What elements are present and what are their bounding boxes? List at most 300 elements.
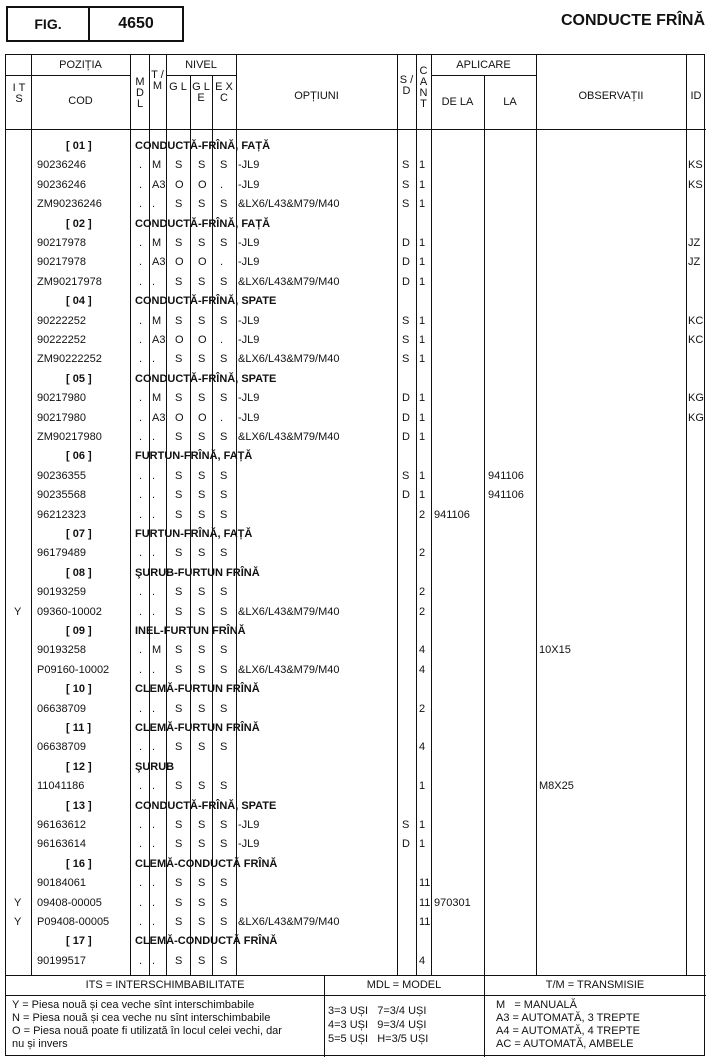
legend-tm-line: A4 = AUTOMATĂ, 4 TREPTE	[496, 1025, 640, 1037]
cod-cell: 90222252	[37, 334, 86, 346]
tm-cell: A3	[152, 178, 166, 191]
group-name: CONDUCTĂ-FRÎNĂ, FAȚĂ	[135, 140, 271, 152]
tm-cell: .	[152, 702, 156, 715]
group-header-row	[6, 718, 706, 737]
exc-cell: .	[220, 411, 224, 424]
gl-cell: S	[175, 469, 183, 482]
optiuni-cell: -JL9	[238, 178, 260, 191]
tm-cell: .	[152, 838, 156, 851]
table-row	[6, 233, 706, 252]
table-row	[6, 311, 706, 330]
cant-cell: 1	[419, 159, 426, 172]
sd-cell: S	[402, 198, 410, 211]
mdl-cell: .	[139, 663, 143, 676]
fig-label: FIG.	[8, 8, 90, 40]
id-cell: JZ	[688, 237, 701, 249]
table-row	[6, 699, 706, 718]
sd-cell: D	[402, 489, 410, 502]
tm-cell: .	[152, 198, 156, 211]
sd-cell: S	[402, 469, 410, 482]
legend-its-line: N = Piesa nouă și cea veche nu sînt interschimbabile	[12, 1012, 271, 1024]
tm-cell: M	[152, 237, 162, 249]
la-cell: 941106	[488, 489, 524, 502]
sd-cell: D	[402, 275, 410, 288]
observatii-cell: M8X25	[539, 780, 574, 793]
col-id: ID	[690, 90, 702, 102]
col-nivel: NIVEL	[185, 59, 217, 71]
exc-cell: S	[220, 605, 228, 618]
mdl-cell: .	[139, 392, 143, 405]
group-number: [ 07 ]	[66, 528, 92, 540]
legend-tm-line: A3 = AUTOMATĂ, 3 TREPTE	[496, 1012, 640, 1024]
gl-cell: S	[175, 896, 183, 909]
mdl-cell: .	[139, 741, 143, 754]
sd-cell: D	[402, 838, 410, 851]
gl-cell: S	[175, 508, 183, 521]
cant-cell: 1	[419, 178, 426, 191]
exc-cell: S	[220, 508, 228, 521]
id-cell: JZ	[688, 256, 701, 269]
table-row	[6, 815, 706, 834]
gle-cell: S	[198, 586, 206, 599]
exc-cell: S	[220, 877, 228, 890]
cant-cell: 4	[419, 741, 426, 754]
tm-cell: .	[152, 896, 156, 909]
cod-cell: 90217978	[37, 237, 86, 249]
optiuni-cell: -JL9	[238, 838, 260, 851]
legend-mdl-title: MDL = MODEL	[366, 979, 442, 991]
cod-cell: 90235568	[37, 489, 86, 502]
col-cant: C A N T	[419, 65, 428, 110]
cod-cell: 06638709	[37, 702, 86, 715]
cant-cell: 1	[419, 237, 426, 249]
cod-cell: 90217978	[37, 256, 86, 269]
la-cell: 941106	[488, 469, 524, 482]
exc-cell: S	[220, 954, 228, 967]
mdl-cell: .	[139, 275, 143, 288]
group-number: [ 13 ]	[66, 799, 92, 812]
gle-cell: S	[198, 780, 206, 793]
table-row	[6, 349, 706, 368]
group-number: [ 01 ]	[66, 140, 92, 152]
gl-cell: S	[175, 954, 183, 967]
tm-cell: M	[152, 644, 162, 657]
optiuni-cell: &LX6/L43&M79/M40	[238, 663, 340, 676]
cant-cell: 1	[419, 780, 426, 793]
tm-cell: .	[152, 780, 156, 793]
sd-cell: S	[402, 314, 410, 327]
optiuni-cell: -JL9	[238, 314, 260, 327]
sd-cell: D	[402, 256, 410, 269]
table-row	[6, 660, 706, 679]
gle-cell: S	[198, 954, 206, 967]
table-row	[6, 408, 706, 427]
group-header-row	[6, 621, 706, 640]
group-header-row	[6, 214, 706, 233]
gl-cell: S	[175, 586, 183, 599]
gle-cell: S	[198, 605, 206, 618]
cant-cell: 11	[419, 916, 431, 928]
cant-cell: 11	[419, 896, 431, 909]
observatii-cell: 10X15	[539, 644, 571, 657]
legend-its-line: nu și invers	[12, 1038, 68, 1050]
exc-cell: S	[220, 237, 228, 249]
exc-cell: S	[220, 547, 228, 560]
group-number: [ 05 ]	[66, 372, 92, 385]
gle-cell: S	[198, 489, 206, 502]
cant-cell: 2	[419, 547, 426, 560]
table-row	[6, 737, 706, 756]
table-row	[6, 485, 706, 504]
gle-cell: O	[198, 411, 207, 424]
gl-cell: S	[175, 916, 183, 928]
group-header-row	[6, 796, 706, 815]
legend-mdl-line: 3=3 UȘI 7=3/4 UȘI	[328, 1005, 427, 1017]
gle-cell: S	[198, 741, 206, 754]
tm-cell: .	[152, 663, 156, 676]
group-name: CLEMĂ-FURTUN FRÎNĂ	[135, 722, 260, 734]
legend	[6, 975, 706, 1057]
col-de-la: DE LA	[441, 96, 474, 108]
mdl-cell: .	[139, 605, 143, 618]
gl-cell: S	[175, 392, 183, 405]
exc-cell: S	[220, 314, 228, 327]
mdl-cell: .	[139, 644, 143, 657]
legend-mdl-line: 5=5 UȘI H=3/5 UȘI	[328, 1033, 429, 1045]
cod-cell: 11041186	[37, 780, 85, 793]
group-number: [ 09 ]	[66, 625, 92, 637]
gle-cell: S	[198, 644, 206, 657]
mdl-cell: .	[139, 256, 143, 269]
cant-cell: 4	[419, 954, 426, 967]
gle-cell: S	[198, 508, 206, 521]
table-row	[6, 951, 706, 970]
gl-cell: S	[175, 198, 183, 211]
sd-cell: S	[402, 159, 410, 172]
group-number: [ 17 ]	[66, 935, 92, 948]
table-row	[6, 602, 706, 621]
group-number: [ 11 ]	[66, 722, 92, 734]
group-name: CONDUCTĂ-FRÎNĂ, SPATE	[135, 799, 277, 812]
gle-cell: S	[198, 314, 206, 327]
gl-cell: O	[175, 411, 184, 424]
cod-cell: ZM90217978	[37, 275, 102, 288]
exc-cell: S	[220, 198, 228, 211]
exc-cell: S	[220, 838, 228, 851]
col-cod: COD	[68, 95, 93, 107]
table-row	[6, 834, 706, 853]
group-name: FURTUN-FRÎNĂ, FAȚĂ	[135, 528, 253, 540]
group-header-row	[6, 757, 706, 776]
id-cell: KG	[688, 411, 704, 424]
cod-cell: 90222252	[37, 314, 86, 327]
gle-cell: S	[198, 819, 206, 831]
legend-its-line: O = Piesa nouă poate fi utilizată în locul celei vechi, dar	[12, 1025, 282, 1037]
tm-cell: .	[152, 954, 156, 967]
exc-cell: S	[220, 663, 228, 676]
tm-cell: A3	[152, 411, 166, 424]
group-number: [ 06 ]	[66, 450, 92, 463]
col-optiuni: OPȚIUNI	[294, 90, 339, 102]
group-header-row	[6, 291, 706, 310]
group-header-row	[6, 136, 706, 155]
gle-cell: O	[198, 256, 207, 269]
mdl-cell: .	[139, 159, 143, 172]
gle-cell: S	[198, 702, 206, 715]
gl-cell: S	[175, 314, 183, 327]
gl-cell: S	[175, 702, 183, 715]
cod-cell: P09160-10002	[37, 663, 110, 676]
group-name: INEL-FURTUN FRÎNĂ	[135, 625, 246, 637]
fig-number: 4650	[118, 15, 154, 32]
tm-cell: .	[152, 431, 156, 443]
optiuni-cell: &LX6/L43&M79/M40	[238, 605, 340, 618]
cant-cell: 1	[419, 353, 426, 366]
group-name: CLEMĂ-CONDUCTĂ FRÎNĂ	[135, 935, 278, 948]
mdl-cell: .	[139, 954, 143, 967]
gle-cell: S	[198, 275, 206, 288]
cod-cell: 06638709	[37, 741, 86, 754]
mdl-cell: .	[139, 469, 143, 482]
gle-cell: S	[198, 469, 206, 482]
figure-box	[6, 6, 184, 42]
table-row	[6, 640, 706, 659]
tm-cell: .	[152, 877, 156, 890]
gle-cell: S	[198, 896, 206, 909]
exc-cell: S	[220, 586, 228, 599]
gle-cell: S	[198, 431, 206, 443]
exc-cell: S	[220, 741, 228, 754]
cant-cell: 1	[419, 256, 426, 269]
id-cell: KG	[688, 392, 704, 405]
optiuni-cell: -JL9	[238, 334, 260, 346]
id-cell: KC	[688, 314, 704, 327]
gl-cell: S	[175, 489, 183, 502]
cant-cell: 1	[419, 411, 426, 424]
exc-cell: S	[220, 275, 228, 288]
cant-cell: 1	[419, 489, 426, 502]
cod-cell: 90193259	[37, 586, 86, 599]
mdl-cell: .	[139, 353, 143, 366]
mdl-cell: .	[139, 877, 143, 890]
cod-cell: 90217980	[37, 411, 86, 424]
col-exc: E X C	[215, 81, 233, 104]
cant-cell: 1	[419, 431, 426, 443]
table-row	[6, 194, 706, 213]
group-number: [ 02 ]	[66, 217, 92, 230]
table-row	[6, 912, 706, 931]
optiuni-cell: &LX6/L43&M79/M40	[238, 198, 340, 211]
gle-cell: S	[198, 916, 206, 928]
mdl-cell: .	[139, 780, 143, 793]
gl-cell: S	[175, 431, 183, 443]
group-header-row	[6, 563, 706, 582]
mdl-cell: .	[139, 896, 143, 909]
cod-cell: ZM90222252	[37, 353, 102, 366]
gl-cell: S	[175, 159, 183, 172]
gle-cell: S	[198, 547, 206, 560]
table-row	[6, 427, 706, 446]
sd-cell: S	[402, 353, 410, 366]
optiuni-cell: -JL9	[238, 411, 260, 424]
tm-cell: .	[152, 469, 156, 482]
gle-cell: S	[198, 198, 206, 211]
gl-cell: S	[175, 644, 183, 657]
optiuni-cell: &LX6/L43&M79/M40	[238, 431, 340, 443]
group-header-row	[6, 369, 706, 388]
table-row	[6, 543, 706, 562]
table-row	[6, 505, 706, 524]
col-observatii: OBSERVAȚII	[578, 90, 644, 102]
cant-cell: 2	[419, 508, 426, 521]
legend-mdl-line: 4=3 UȘI 9=3/4 UȘI	[328, 1019, 427, 1031]
group-number: [ 10 ]	[66, 683, 92, 696]
table-row	[6, 388, 706, 407]
sd-cell: S	[402, 334, 410, 346]
exc-cell: S	[220, 489, 228, 502]
gl-cell: S	[175, 237, 183, 249]
group-header-row	[6, 931, 706, 950]
group-header-row	[6, 524, 706, 543]
sd-cell: D	[402, 411, 410, 424]
exc-cell: S	[220, 819, 228, 831]
optiuni-cell: &LX6/L43&M79/M40	[238, 353, 340, 366]
optiuni-cell: -JL9	[238, 819, 260, 831]
exc-cell: S	[220, 896, 228, 909]
gle-cell: O	[198, 178, 207, 191]
gle-cell: S	[198, 838, 206, 851]
mdl-cell: .	[139, 838, 143, 851]
sd-cell: S	[402, 178, 410, 191]
tm-cell: .	[152, 741, 156, 754]
gl-cell: S	[175, 838, 183, 851]
legend-tm-title: T/M = TRANSMISIE	[545, 979, 645, 991]
cod-cell: 09360-10002	[37, 605, 102, 618]
optiuni-cell: &LX6/L43&M79/M40	[238, 916, 340, 928]
gle-cell: O	[198, 334, 207, 346]
exc-cell: S	[220, 353, 228, 366]
gl-cell: O	[175, 178, 184, 191]
cod-cell: 96179489	[37, 547, 86, 560]
cant-cell: 2	[419, 605, 426, 618]
gl-cell: S	[175, 353, 183, 366]
exc-cell: S	[220, 702, 228, 715]
cod-cell: 96163612	[37, 819, 86, 831]
legend-tm-line: AC = AUTOMATĂ, AMBELE	[496, 1038, 634, 1050]
col-sd: S / D	[399, 74, 414, 97]
mdl-cell: .	[139, 702, 143, 715]
cant-cell: 1	[419, 469, 426, 482]
cod-cell: 90193258	[37, 644, 86, 657]
tm-cell: .	[152, 916, 156, 928]
gl-cell: S	[175, 877, 183, 890]
exc-cell: .	[220, 178, 224, 191]
exc-cell: .	[220, 256, 224, 269]
table-row	[6, 252, 706, 271]
id-cell: KC	[688, 334, 704, 346]
tm-cell: .	[152, 275, 156, 288]
sd-cell: D	[402, 431, 410, 443]
col-la: LA	[503, 96, 517, 108]
col-mdl: M D L	[135, 76, 145, 110]
table-row	[6, 776, 706, 795]
col-gle: G L E	[192, 81, 210, 104]
exc-cell: S	[220, 916, 228, 928]
exc-cell: S	[220, 780, 228, 793]
legend-tm-line: M = MANUALĂ	[496, 999, 577, 1011]
mdl-cell: .	[139, 334, 143, 346]
cant-cell: 1	[419, 819, 426, 831]
mdl-cell: .	[139, 819, 143, 831]
gl-cell: S	[175, 741, 183, 754]
table-row	[6, 466, 706, 485]
exc-cell: S	[220, 159, 228, 172]
tm-cell: M	[152, 159, 162, 172]
cod-cell: ZM90236246	[37, 198, 102, 211]
tm-cell: M	[152, 314, 162, 327]
group-number: [ 12 ]	[66, 760, 92, 773]
tm-cell: .	[152, 547, 156, 560]
table-row	[6, 873, 706, 892]
tm-cell: A3	[152, 334, 166, 346]
gle-cell: S	[198, 392, 206, 405]
legend-its-title: ITS = INTERSCHIMBABILITATE	[85, 979, 245, 991]
group-header-row	[6, 854, 706, 873]
group-name: CLEMĂ-FURTUN FRÎNĂ	[135, 683, 260, 696]
mdl-cell: .	[139, 237, 143, 249]
gl-cell: O	[175, 334, 184, 346]
table-row	[6, 272, 706, 291]
col-tm: T / M	[151, 69, 164, 92]
gle-cell: S	[198, 237, 206, 249]
group-name: CONDUCTĂ-FRÎNĂ, FAȚĂ	[135, 217, 271, 230]
gl-cell: S	[175, 275, 183, 288]
cod-cell: 96212323	[37, 508, 86, 521]
cod-cell: P09408-00005	[37, 916, 110, 928]
sd-cell: D	[402, 237, 410, 249]
group-name: CONDUCTĂ-FRÎNĂ, SPATE	[135, 372, 277, 385]
cod-cell: 90184061	[37, 877, 86, 890]
optiuni-cell: -JL9	[238, 237, 260, 249]
group-header-row	[6, 446, 706, 465]
sd-cell: S	[402, 819, 410, 831]
gl-cell: S	[175, 819, 183, 831]
its-cell: Y	[14, 916, 22, 928]
cant-cell: 11	[419, 877, 431, 890]
exc-cell: S	[220, 431, 228, 443]
mdl-cell: .	[139, 916, 143, 928]
sd-cell: D	[402, 392, 410, 405]
table-row	[6, 893, 706, 912]
group-number: [ 04 ]	[66, 295, 92, 308]
id-cell: KS	[688, 159, 703, 172]
group-header-row	[6, 679, 706, 698]
parts-table	[5, 54, 705, 1056]
de-la-cell: 941106	[434, 508, 470, 521]
mdl-cell: .	[139, 198, 143, 211]
group-name: CONDUCTĂ-FRÎNĂ, SPATE	[135, 295, 277, 308]
mdl-cell: .	[139, 586, 143, 599]
table-row	[6, 155, 706, 174]
optiuni-cell: -JL9	[238, 159, 260, 172]
optiuni-cell: -JL9	[238, 392, 260, 405]
tm-cell: .	[152, 819, 156, 831]
id-cell: KS	[688, 178, 703, 191]
group-name: ŞURUB-FURTUN FRÎNĂ	[135, 566, 260, 579]
gle-cell: S	[198, 663, 206, 676]
optiuni-cell: &LX6/L43&M79/M40	[238, 275, 340, 288]
de-la-cell: 970301	[434, 896, 471, 909]
